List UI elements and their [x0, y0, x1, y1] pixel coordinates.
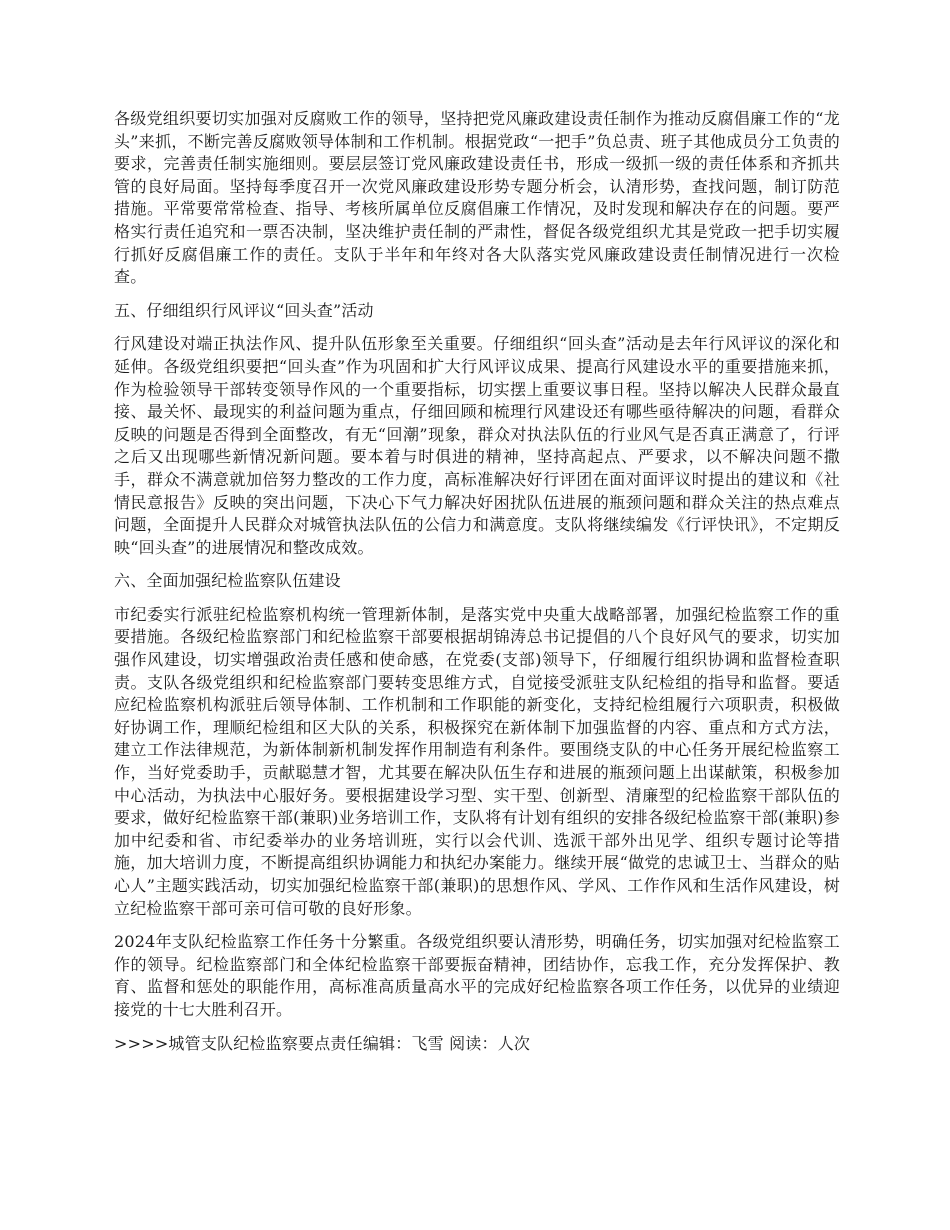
document-body — [114, 108, 840, 1055]
paragraph-review-activity: 行风建设对端正执法作风、提升队伍形象至关重要。仔细组织“回头查”活动是去年行风评议的深化和延伸。各级党组织要把“回头查”作为巩固和扩大行风评议成果、提高行风建设水平的重要措施来抓，作为检验领导干部转变领导作风的一个重要指标，切实摆上重要议事日程。坚持以解决人民群众最直接、最关怀、最现实的利益问题为重点，仔细回顾和梳理行风建设还有哪些亟待解决的问题，看群众反映的问题是否得到全面整改，有无“回潮”现象，群众对执法队伍的行业风气是否真正满意了，行评之后又出现哪些新情况新问题。要本着与时俱进的精神，坚持高起点、严要求，以不解决问题不撒手，群众不满意就加倍努力整改的工作力度，高标准解决好行评团在面对面评议时提出的建议和《社情民意报告》反映的突出问题，下决心下气力解决好困扰队伍进展的瓶颈问题和群众关注的热点难点问题，全面提升人民群众对城管执法队伍的公信力和满意度。支队将继续编发《行评快讯》，不定期反映“回头查”的进展情况和整改成效。 — [114, 334, 840, 557]
section-heading-6: 六、全面加强纪检监察队伍建设 — [114, 571, 341, 591]
paragraph-team-building: 市纪委实行派驻纪检监察机构统一管理新体制，是落实党中央重大战略部署，加强纪检监察工作的重要措施。各级纪检监察部门和纪检监察干部要根据胡锦涛总书记提倡的八个良好风气的要求，切实加强作风建设，切实增强政治责任感和使命感，在党委(支部)领导下，仔细履行组织协调和监督检查职责。支队各级党组织和纪检监察部门要转变思维方式，自觉接受派驻支队纪检组的指导和监督。要适应纪检监察机构派驻后领导体制、工作机制和工作职能的新变化，支持纪检组履行六项职责，积极做好协调工作，理顺纪检组和区大队的关系，积极探究在新体制下加强监督的内容、重点和方式方法，建立工作法律规范，为新体制新机制发挥作用制造有利条件。要围绕支队的中心任务开展纪检监察工作，当好党委助手，贡献聪慧才智，尤其要在解决队伍生存和进展的瓶颈问题上出谋献策，积极参加中心活动，为执法中心服好务。要根据建设学习型、实干型、创新型、清廉型的纪检监察干部队伍的要求，做好纪检监察干部(兼职)业务培训工作，支队将有计划有组织的安排各级纪检监察干部(兼职)参加中纪委和省、市纪委举办的业务培训班，实行以会代训、选派干部外出见学、组织专题讨论等措施，加大培训力度，不断提高组织协调能力和执纪办案能力。继续开展“做党的忠诚卫士、当群众的贴心人”主题实践活动，切实加强纪检监察干部(兼职)的思想作风、学风、工作作风和生活作风建设，树立纪检监察干部可亲可信可敬的良好形象。 — [114, 604, 840, 918]
editor-footer-line: >>>>城管支队纪检监察要点责任编辑：飞雪 阅读：人次 — [114, 1033, 531, 1053]
paragraph-2024-tasks: 2024年支队纪检监察工作任务十分繁重。各级党组织要认清形势，明确任务，切实加强对纪检监察工作的领导。纪检监察部门和全体纪检监察干部要振奋精神，团结协作，忘我工作，充分发挥保护、教育、监督和惩处的职能作用，高标准高质量高水平的完成好纪检监察各项工作任务，以优异的业绩迎接党的十七大胜利召开。 — [114, 932, 840, 1019]
paragraph-responsibility-system: 各级党组织要切实加强对反腐败工作的领导，坚持把党风廉政建设责任制作为推动反腐倡廉工作的“龙头”来抓，不断完善反腐败领导体制和工作机制。根据党政“一把手”负总责、班子其他成员分工负责的要求，完善责任制实施细则。要层层签订党风廉政建设责任书，形成一级抓一级的责任体系和齐抓共管的良好局面。坚持每季度召开一次党风廉政建设形势专题分析会，认清形势，查找问题，制订防范措施。平常要常常检查、指导、考核所属单位反腐倡廉工作情况，及时发现和解决存在的问题。要严格实行责任追究和一票否决制，坚决维护责任制的严肃性，督促各级党组织尤其是党政一把手切实履行抓好反腐倡廉工作的责任。支队于半年和年终对各大队落实党风廉政建设责任制情况进行一次检查。 — [114, 109, 840, 287]
section-heading-5: 五、仔细组织行风评议“回头查”活动 — [114, 300, 374, 320]
